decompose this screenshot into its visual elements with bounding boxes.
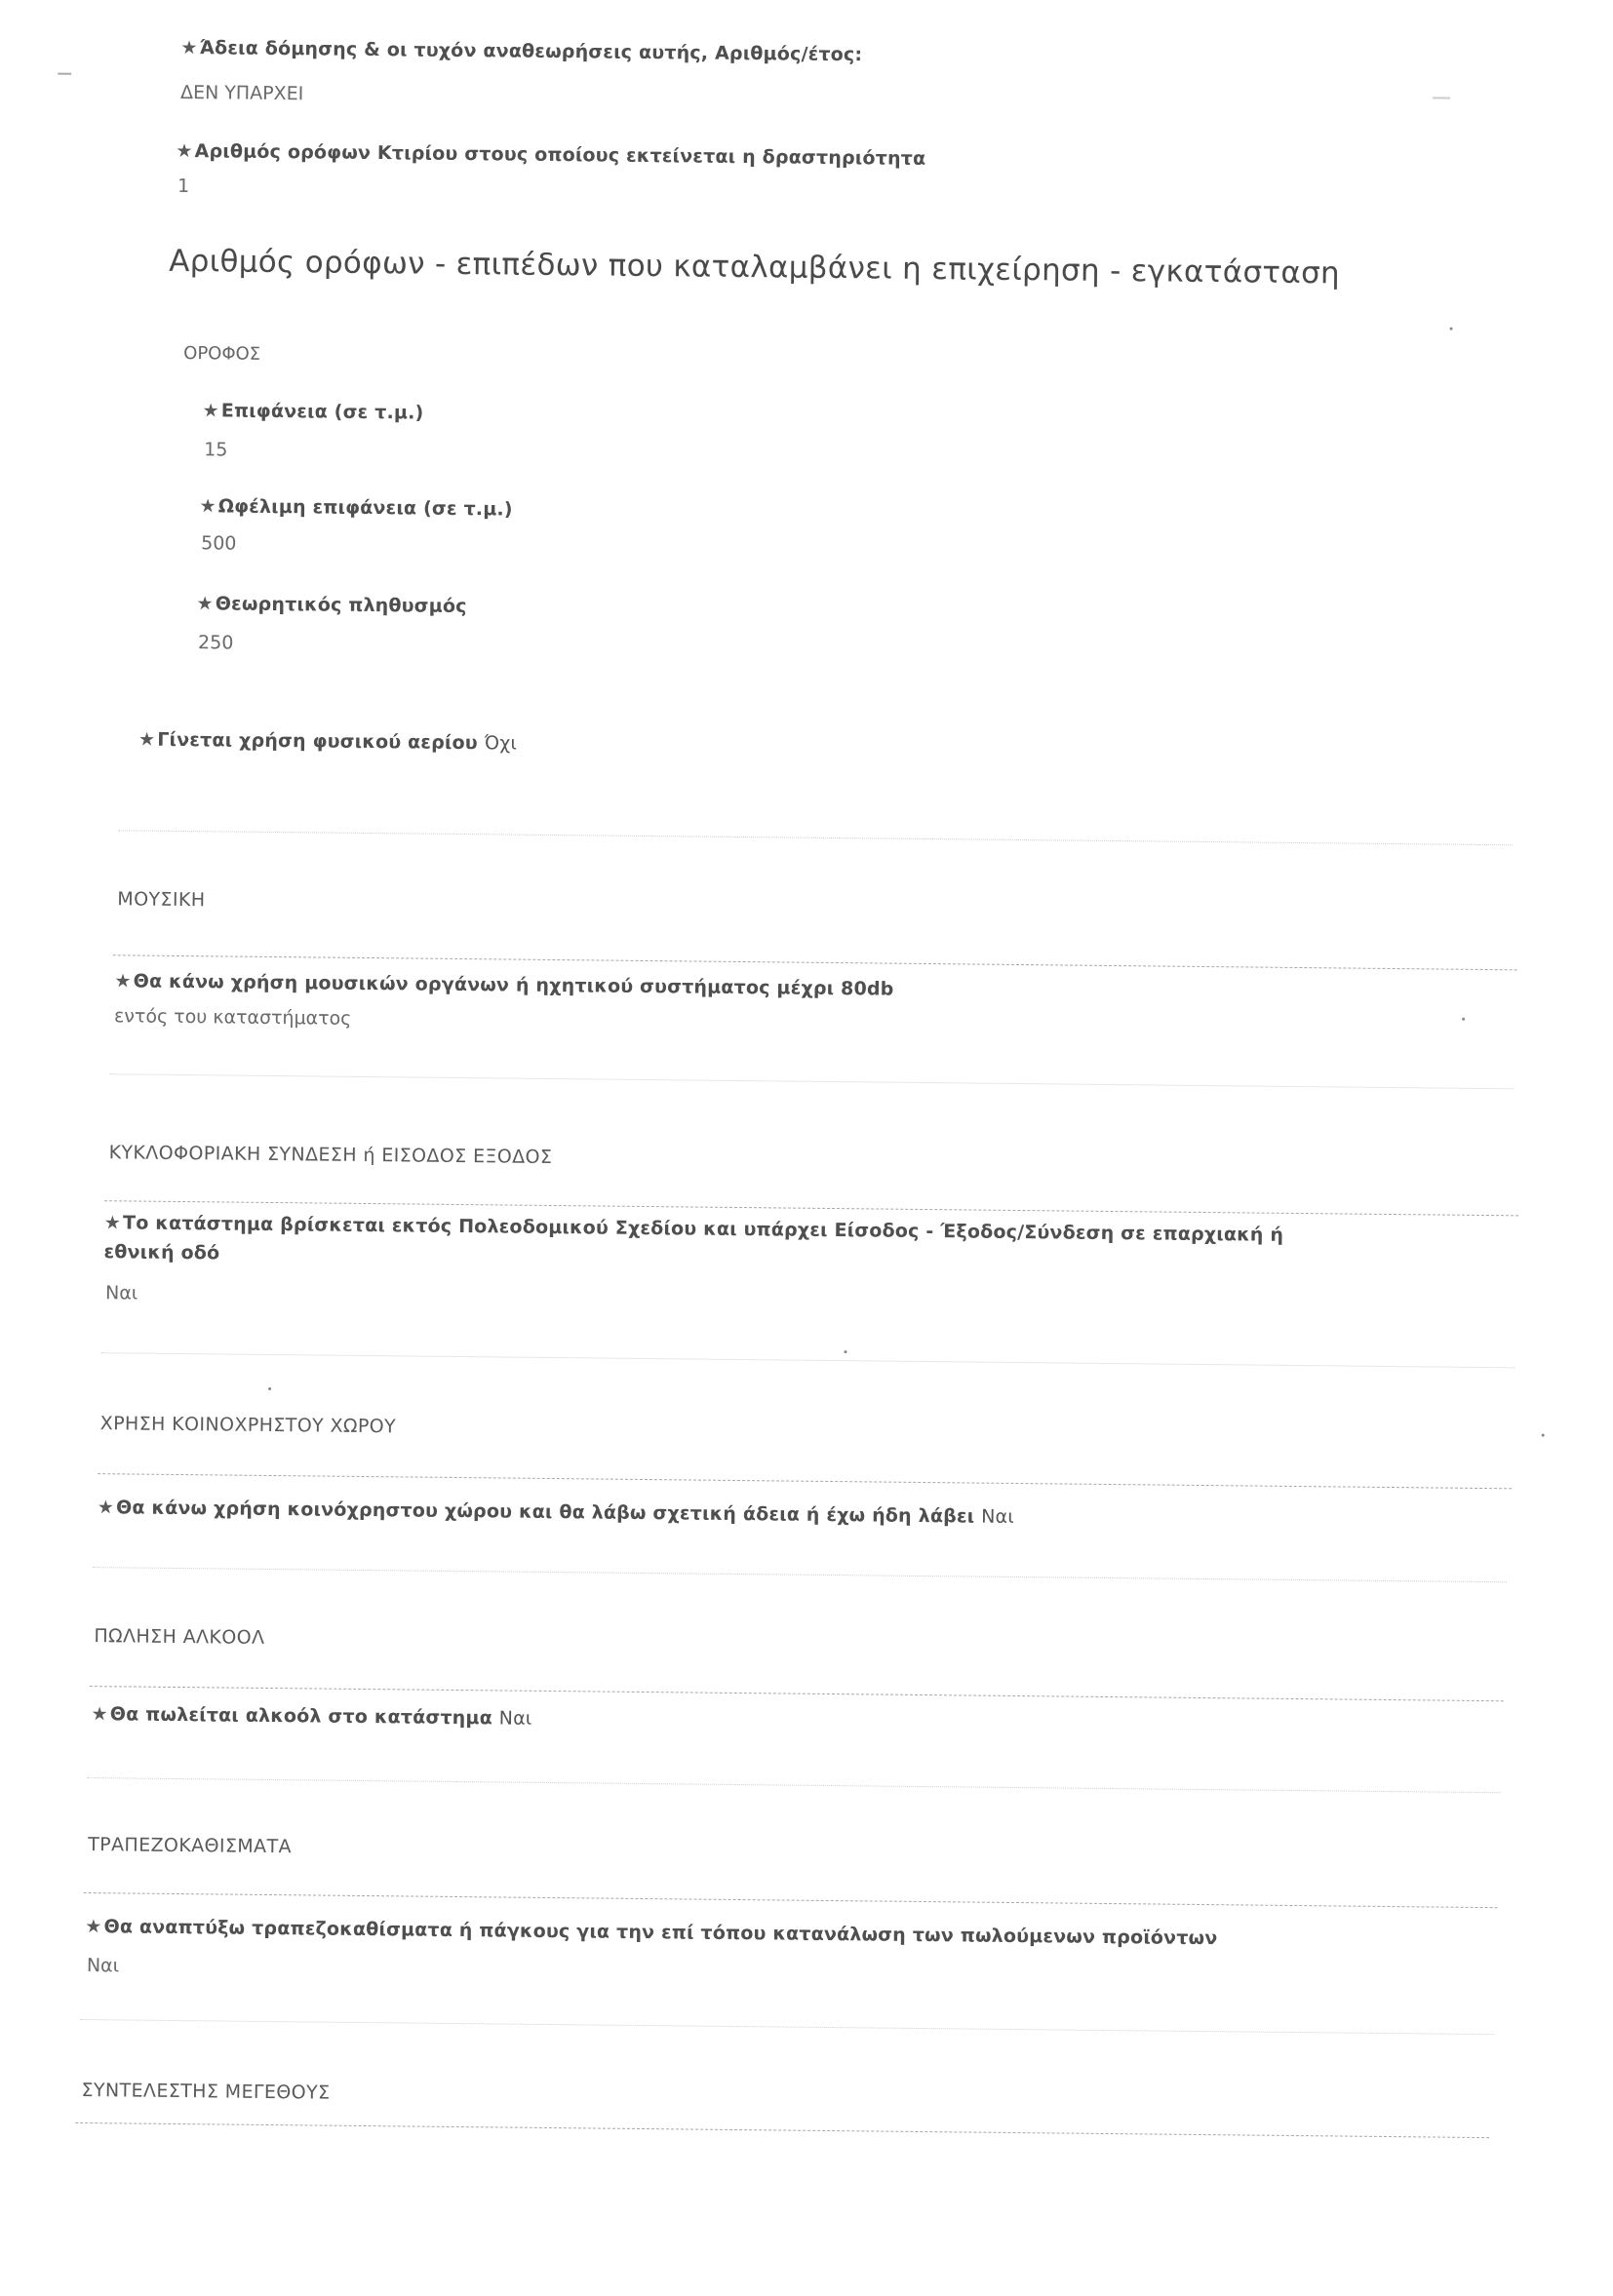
- floors-section-title: Αριθμός ορόφων - επιπέδων που καταλαμβάνει η επιχείρηση - εγκατάσταση: [169, 243, 1341, 292]
- star-icon: ★: [180, 36, 198, 59]
- alcohol-heading: ΠΩΛΗΣΗ ΑΛΚΟΟΛ: [94, 1625, 265, 1649]
- divider: [98, 1473, 1512, 1489]
- scan-speck: [1450, 328, 1453, 331]
- useful-area-label: ★Ωφέλιμη επιφάνεια (σε τ.μ.): [199, 495, 513, 521]
- tables-value: Ναι: [86, 1955, 120, 1977]
- star-icon: ★: [97, 1497, 115, 1519]
- music-value: εντός του καταστήματος: [113, 1005, 352, 1030]
- scan-mark: [58, 73, 71, 75]
- population-value: 250: [197, 632, 234, 654]
- tables-label: ★Θα αναπτύξω τραπεζοκαθίσματα ή πάγκους για την επί τόπου κατανάλωση των πωλούμενων προϊόντων: [85, 1916, 1218, 1950]
- traffic-label-line2: εθνική οδό: [103, 1241, 220, 1265]
- star-icon: ★: [196, 593, 214, 615]
- star-icon: ★: [91, 1703, 108, 1726]
- music-label: ★Θα κάνω χρήση μουσικών οργάνων ή ηχητικού συστήματος μέχρι 80db: [114, 970, 894, 1000]
- star-icon: ★: [199, 495, 216, 518]
- tables-heading: ΤΡΑΠΕΖΟΚΑΘΙΣΜΑΤΑ: [88, 1834, 293, 1858]
- common-space-value: Ναι: [981, 1505, 1015, 1528]
- area-label: ★Επιφάνεια (σε τ.μ.): [202, 400, 424, 424]
- traffic-heading: ΚΥΚΛΟΦΟΡΙΑΚΗ ΣΥΝΔΕΣΗ ή ΕΙΣΟΔΟΣ ΕΞΟΔΟΣ: [108, 1142, 553, 1168]
- alcohol-label: ★Θα πωλείται αλκοόλ στο κατάστημα Ναι: [91, 1703, 532, 1730]
- natural-gas-label: ★Γίνεται χρήση φυσικού αερίου Όχι: [138, 728, 518, 755]
- star-icon: ★: [114, 970, 132, 992]
- traffic-value: Ναι: [105, 1282, 138, 1304]
- divider: [90, 1686, 1504, 1701]
- building-floors-label: ★Αριθμός ορόφων Κτιρίου στους οποίους εκτείνεται η δραστηριότητα: [176, 139, 926, 170]
- common-space-label: ★Θα κάνω χρήση κοινόχρηστου χώρου και θα λάβω σχετική άδεια ή έχω ήδη λάβει Ναι: [97, 1497, 1015, 1528]
- useful-area-value: 500: [201, 532, 237, 555]
- divider: [80, 2019, 1494, 2035]
- alcohol-value: Ναι: [498, 1707, 532, 1730]
- divider: [75, 2122, 1489, 2138]
- star-icon: ★: [138, 728, 156, 751]
- scan-speck: [1542, 1434, 1545, 1437]
- area-value: 15: [204, 439, 228, 461]
- scan-speck: [845, 1350, 847, 1353]
- population-label: ★Θεωρητικός πληθυσμός: [196, 593, 467, 618]
- star-icon: ★: [176, 139, 193, 163]
- scan-mark: [1433, 97, 1450, 98]
- divider: [87, 1777, 1501, 1793]
- size-factor-heading: ΣΥΝΤΕΛΕΣΤΗΣ ΜΕΓΕΘΟΥΣ: [81, 2079, 331, 2104]
- divider: [84, 1892, 1498, 1908]
- star-icon: ★: [103, 1212, 122, 1234]
- star-icon: ★: [85, 1916, 102, 1938]
- common-space-heading: ΧΡΗΣΗ ΚΟΙΝΟΧΡΗΣΤΟΥ ΧΩΡΟΥ: [99, 1413, 397, 1438]
- divider: [93, 1567, 1507, 1582]
- star-icon: ★: [202, 400, 219, 422]
- floor-label: ΟΡΟΦΟΣ: [183, 342, 261, 365]
- divider: [100, 1352, 1515, 1368]
- building-floors-value: 1: [177, 175, 190, 198]
- scan-speck: [268, 1387, 271, 1390]
- natural-gas-value: Όχι: [484, 732, 518, 755]
- scan-speck: [1462, 1018, 1465, 1021]
- music-heading: ΜΟΥΣΙΚΗ: [117, 888, 206, 912]
- traffic-label-line1: ★Το κατάστημα βρίσκεται εκτός Πολεοδομικού Σχεδίου και υπάρχει Είσοδος - Έξοδος/Σύνδεση σε επαρχιακή ή: [103, 1212, 1284, 1246]
- divider: [118, 830, 1513, 845]
- building-permit-value: ΔΕΝ ΥΠΑΡΧΕΙ: [179, 81, 304, 105]
- divider: [113, 954, 1517, 970]
- building-permit-label: ★Άδεια δόμησης & οι τυχόν αναθεωρήσεις αυτής, Αριθμός/έτος:: [180, 36, 863, 66]
- divider: [109, 1073, 1514, 1089]
